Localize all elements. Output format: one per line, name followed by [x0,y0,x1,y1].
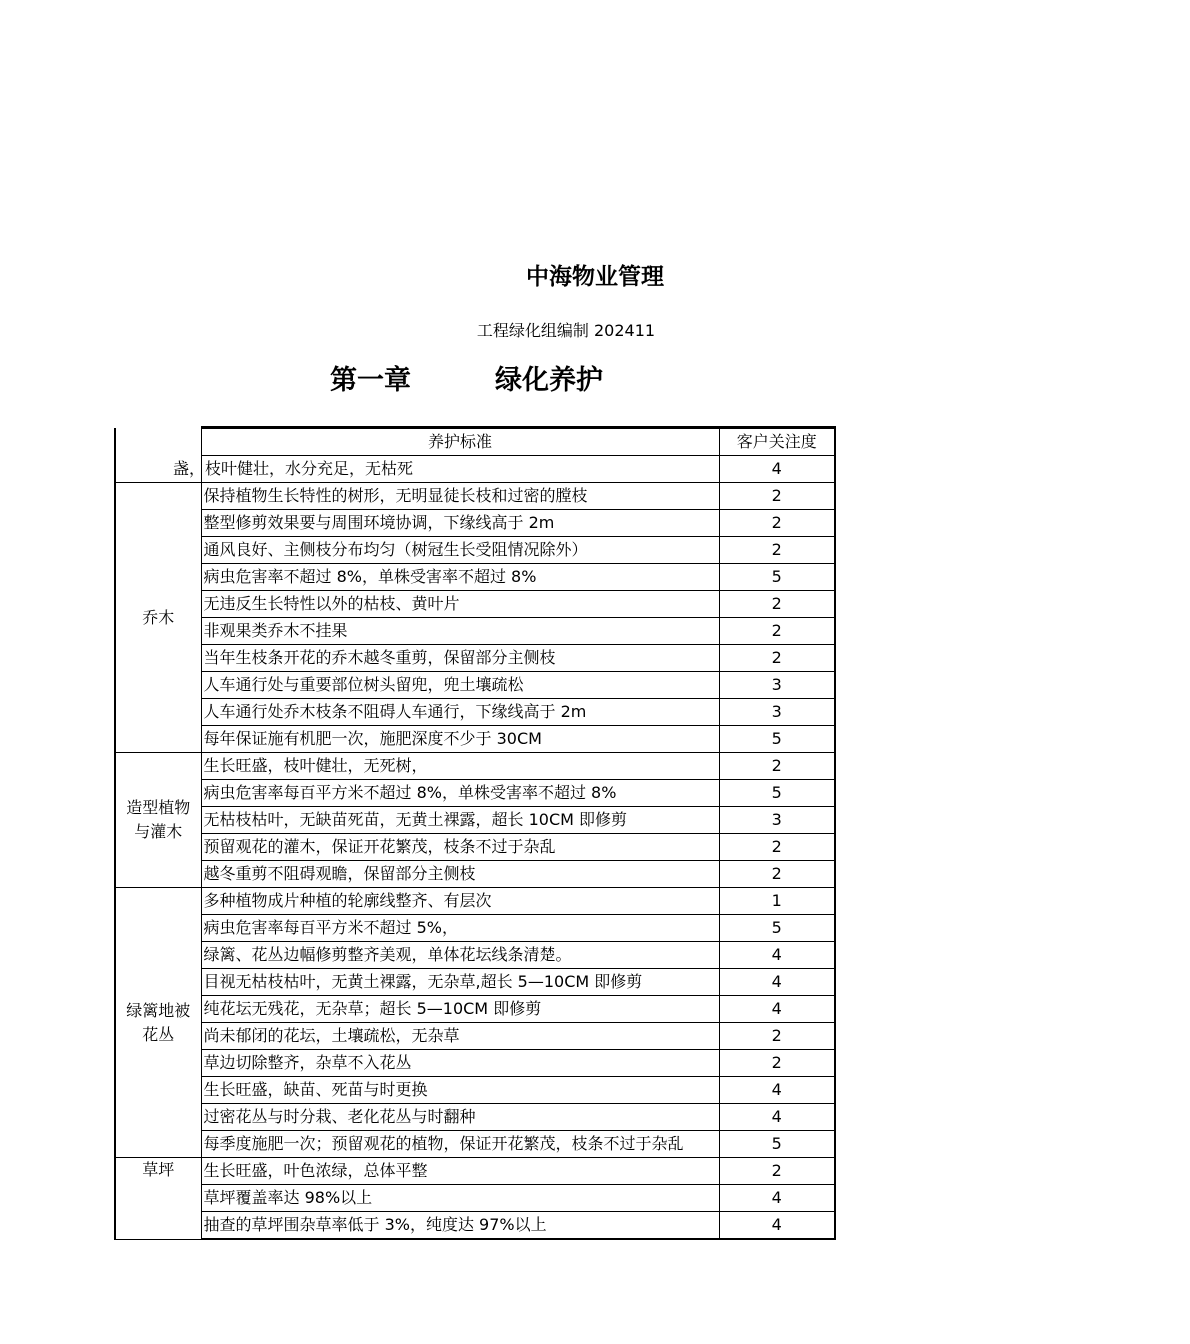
attention-score: 3 [719,807,835,834]
table-row [115,618,835,645]
attention-score: 4 [719,942,835,969]
standard-text: 盏，枝叶健壮，水分充足，无枯死 [201,456,719,483]
attention-score: 4 [719,969,835,996]
table-row [115,537,835,564]
attention-score: 1 [719,888,835,915]
attention-score: 2 [719,753,835,780]
table-row [115,834,835,861]
table-row [115,1131,835,1158]
table-row [115,645,835,672]
standard-text: 整型修剪效果要与周围环境协调，下缘线高于 2m [201,510,719,537]
table-row [115,969,835,996]
standard-text: 抽查的草坪围杂草率低于 3%，纯度达 97%以上 [201,1212,719,1240]
standard-text: 越冬重剪不阻碍观瞻，保留部分主侧枝 [201,861,719,888]
table-row [115,1104,835,1131]
table-row [115,1212,835,1240]
table-row [115,1077,835,1104]
table-row [115,942,835,969]
standard-text: 多种植物成片种植的轮廓线整齐、有层次 [201,888,719,915]
attention-score: 4 [719,1104,835,1131]
standard-text: 草坪覆盖率达 98%以上 [201,1185,719,1212]
attention-score: 5 [719,915,835,942]
attention-score: 3 [719,672,835,699]
table-row [115,780,835,807]
attention-score: 3 [719,699,835,726]
attention-score: 2 [719,1158,835,1185]
attention-score: 2 [719,483,835,510]
category-cell: 乔木 [115,483,201,753]
standard-text: 纯花坛无残花，无杂草；超长 5—10CM 即修剪 [201,996,719,1023]
table-row [115,456,835,483]
attention-score: 4 [719,1077,835,1104]
attention-score: 5 [719,1131,835,1158]
standard-text: 草边切除整齐，杂草不入花丛 [201,1050,719,1077]
standard-text: 病虫危害率每百平方米不超过 5%， [201,915,719,942]
attention-score: 2 [719,618,835,645]
attention-score: 2 [719,537,835,564]
attention-score: 4 [719,996,835,1023]
attention-score: 5 [719,564,835,591]
attention-score: 2 [719,834,835,861]
attention-score: 5 [719,726,835,753]
table-row [115,510,835,537]
standard-text: 人车通行处乔木枝条不阻碍人车通行，下缘线高于 2m [201,699,719,726]
table-row [115,996,835,1023]
column-header-standard: 养护标准 [201,428,719,456]
standard-text: 保持植物生长特性的树形，无明显徒长枝和过密的膛枝 [201,483,719,510]
table-row [115,699,835,726]
standard-text: 病虫危害率每百平方米不超过 8%，单株受害率不超过 8% [201,780,719,807]
standard-text: 生长旺盛，枝叶健壮，无死树， [201,753,719,780]
attention-score: 2 [719,591,835,618]
table-row [115,591,835,618]
table-row [115,861,835,888]
company-title: 中海物业管理 [526,264,664,290]
standard-text: 生长旺盛，叶色浓绿，总体平整 [201,1158,719,1185]
standard-text: 无违反生长特性以外的枯枝、黄叶片 [201,591,719,618]
table-row [115,1185,835,1212]
column-header-attention: 客户关注度 [719,428,835,456]
attention-score: 2 [719,1050,835,1077]
standard-text: 尚未郁闭的花坛，土壤疏松，无杂草 [201,1023,719,1050]
table-row [115,564,835,591]
standard-text: 当年生枝条开花的乔木越冬重剪，保留部分主侧枝 [201,645,719,672]
table-row [115,483,835,510]
standard-text: 每季度施肥一次；预留观花的植物，保证开花繁茂，枝条不过于杂乱 [201,1131,719,1158]
table-row [115,1158,835,1185]
category-cell: 草坪 [115,1158,201,1240]
standard-text: 目视无枯枝枯叶，无黄土裸露，无杂草,超长 5—10CM 即修剪 [201,969,719,996]
category-cell: 造型植物与灌木 [115,753,201,888]
attention-score: 4 [719,456,835,483]
standard-text: 生长旺盛，缺苗、死苗与时更换 [201,1077,719,1104]
table-row [115,672,835,699]
table-row [115,915,835,942]
table-row [115,888,835,915]
attention-score: 4 [719,1212,835,1240]
attention-score: 2 [719,861,835,888]
table-row [115,726,835,753]
chapter-title: 绿化养护 [495,365,603,396]
table-header-row [115,428,835,456]
table-row [115,1050,835,1077]
chapter-number: 第一章 [330,365,411,396]
table-row [115,753,835,780]
standard-text: 非观果类乔木不挂果 [201,618,719,645]
standard-text: 无枯枝枯叶，无缺苗死苗，无黄土裸露，超长 10CM 即修剪 [201,807,719,834]
standard-text: 过密花丛与时分栽、老化花丛与时翻种 [201,1104,719,1131]
standard-text: 绿篱、花丛边幅修剪整齐美观，单体花坛线条清楚。 [201,942,719,969]
chapter-heading [330,358,603,397]
standard-text: 预留观花的灌木，保证开花繁茂，枝条不过于杂乱 [201,834,719,861]
table-row [115,1023,835,1050]
attention-score: 2 [719,645,835,672]
standard-text: 病虫危害率不超过 8%，单株受害率不超过 8% [201,564,719,591]
attention-score: 2 [719,1023,835,1050]
attention-score: 4 [719,1185,835,1212]
standard-text: 通风良好、主侧枝分布均匀（树冠生长受阻情况除外） [201,537,719,564]
standard-text: 人车通行处与重要部位树头留兜，兜土壤疏松 [201,672,719,699]
table-body [115,428,835,1240]
attention-score: 2 [719,510,835,537]
compiler-line: 工程绿化组编制 202411 [476,321,656,340]
attention-score: 5 [719,780,835,807]
category-cell: 绿篱地被花丛 [115,888,201,1158]
table-row [115,807,835,834]
maintenance-standards-table [114,426,836,1240]
standard-text: 每年保证施有机肥一次，施肥深度不少于 30CM [201,726,719,753]
